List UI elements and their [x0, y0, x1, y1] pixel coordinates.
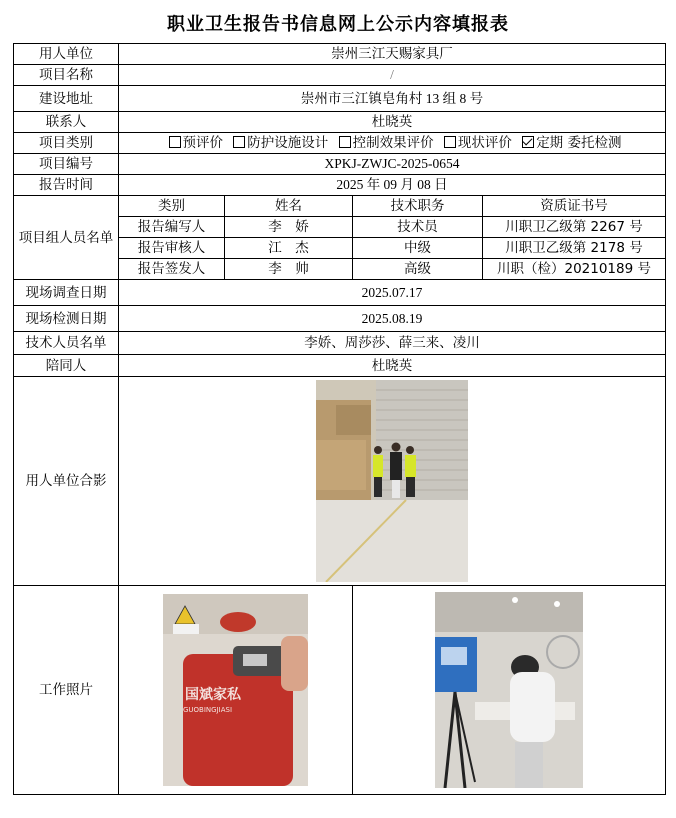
- member-name: 李 娇: [225, 217, 353, 238]
- project-no-label: 项目编号: [14, 154, 119, 175]
- member-role: 报告签发人: [119, 259, 225, 280]
- option-protection-design: 防护设施设计: [247, 135, 329, 151]
- report-form-table: [13, 43, 666, 795]
- team-header-name: 姓名: [225, 196, 353, 217]
- vest-text: 国斌家私: [185, 687, 241, 703]
- technicians-label: 技术人员名单: [14, 332, 119, 355]
- technicians-value: 李娇、周莎莎、薛三来、凌川: [119, 332, 666, 355]
- member-cert: 川职（检）20210189 号: [483, 259, 666, 280]
- employer-label: 用人单位: [14, 44, 119, 65]
- member-name: 江 杰: [225, 238, 353, 259]
- report-time-value: 2025 年 09 月 08 日: [119, 175, 666, 196]
- group-photo-cell: [119, 377, 666, 586]
- work-photos-label: 工作照片: [14, 586, 119, 795]
- work-photo-1-cell: [119, 586, 353, 795]
- checkbox-protection-design[interactable]: [233, 136, 245, 148]
- team-header-title: 技术职务: [353, 196, 483, 217]
- checkbox-control-effect[interactable]: [339, 136, 351, 148]
- vest-text-en: GUOBINGJIASI: [183, 706, 233, 714]
- work-photo-2-cell: [353, 586, 666, 795]
- project-name-label: 项目名称: [14, 65, 119, 86]
- member-name: 李 帅: [225, 259, 353, 280]
- checkbox-periodic-testing[interactable]: [522, 136, 534, 148]
- team-header-cert: 资质证书号: [483, 196, 666, 217]
- member-cert: 川职卫乙级第 2178 号: [483, 238, 666, 259]
- contact-value: 杜晓英: [119, 112, 666, 133]
- work-photo-2: [435, 592, 583, 788]
- option-status-evaluation: 现状评价: [457, 135, 512, 151]
- project-type-label: 项目类别: [14, 133, 119, 154]
- project-name-value: /: [119, 65, 666, 86]
- report-time-label: 报告时间: [14, 175, 119, 196]
- address-value: 崇州市三江镇皂角村 13 组 8 号: [119, 86, 666, 112]
- contact-label: 联系人: [14, 112, 119, 133]
- project-no-value: XPKJ-ZWJC-2025-0654: [119, 154, 666, 175]
- test-date-value: 2025.08.19: [119, 306, 666, 332]
- group-photo: [316, 380, 468, 582]
- team-label: 项目组人员名单: [14, 196, 119, 280]
- survey-date-label: 现场调查日期: [14, 280, 119, 306]
- team-header-role: 类别: [119, 196, 225, 217]
- group-photo-label: 用人单位合影: [14, 377, 119, 586]
- work-photo-1: [163, 594, 308, 786]
- option-pre-evaluation: 预评价: [182, 135, 223, 151]
- member-cert: 川职卫乙级第 2267 号: [483, 217, 666, 238]
- member-role: 报告编写人: [119, 217, 225, 238]
- checkbox-status-evaluation[interactable]: [444, 136, 456, 148]
- member-title: 高级: [353, 259, 483, 280]
- option-periodic-testing: 定期 委托检测: [536, 135, 622, 151]
- option-control-effect: 控制效果评价: [352, 135, 434, 151]
- employer-value: 崇州三江天赐家具厂: [119, 44, 666, 65]
- member-title: 中级: [353, 238, 483, 259]
- project-type-options: [119, 133, 666, 154]
- member-role: 报告审核人: [119, 238, 225, 259]
- member-title: 技术员: [353, 217, 483, 238]
- escort-value: 杜晓英: [119, 355, 666, 377]
- escort-label: 陪同人: [14, 355, 119, 377]
- test-date-label: 现场检测日期: [14, 306, 119, 332]
- checkbox-pre-evaluation[interactable]: [169, 136, 181, 148]
- survey-date-value: 2025.07.17: [119, 280, 666, 306]
- page-title: 职业卫生报告书信息网上公示内容填报表: [167, 14, 509, 35]
- address-label: 建设地址: [14, 86, 119, 112]
